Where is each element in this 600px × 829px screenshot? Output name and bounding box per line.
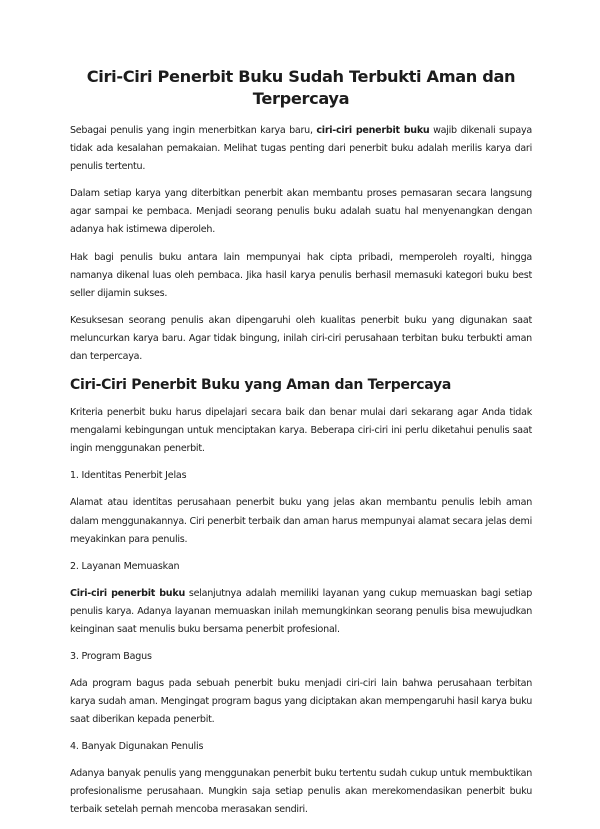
item-paragraph-2 (70, 585, 532, 639)
item-bold-keyword: Ciri-ciri penerbit buku (70, 587, 185, 599)
intro-bold-keyword: ciri-ciri penerbit buku (316, 125, 430, 136)
item-heading-2: 2. Layanan Memuaskan (70, 560, 180, 572)
document-title: Ciri-Ciri Penerbit Buku Sudah Terbukti Aman dan Terpercaya (86, 67, 516, 108)
section-heading: Ciri-Ciri Penerbit Buku yang Aman dan Terpercaya (70, 377, 451, 394)
item-paragraph-1: Alamat atau identitas perusahaan penerbit buku yang jelas akan membantu penulis lebih aman dalam menggunakannya. Ciri penerbit terbaik dan aman harus mempunyai alamat secara jelas demi meyakinkan para penulis. (70, 497, 532, 545)
intro-paragraph-1 (70, 122, 532, 176)
intro-text-start: Sebagai penulis yang ingin menerbitkan karya baru, (70, 125, 317, 136)
item-paragraph-3: Ada program bagus pada sebuah penerbit buku menjadi ciri-ciri lain bahwa perusahaan terbitan karya sudah aman. Mengingat program bagus yang diciptakan akan mempengaruhi hasil karya buku saat diberikan kepada penerbit. (70, 677, 532, 726)
item-heading-3: 3. Program Bagus (70, 650, 152, 662)
section-intro: Kriteria penerbit buku harus dipelajari secara baik dan benar mulai dari sekarang agar Anda tidak mengalami kebingungan untuk menciptakan karya. Beberapa ciri-ciri ini perlu diketahui penulis saat ingin menggunakan penerbit. (70, 407, 532, 455)
intro-paragraph-2: Dalam setiap karya yang diterbitkan penerbit akan membantu proses pemasaran secara langsung agar sampai ke pembaca. Menjadi seorang penulis buku adalah suatu hal menyenangkan dengan adanya hak istimewa diperoleh. (70, 188, 532, 236)
item-paragraph-4: Adanya banyak penulis yang menggunakan penerbit buku tertentu sudah cukup untuk membuktikan profesionalisme perusahaan. Mungkin saja setiap penulis akan merekomendasikan penerbit buku terbaik setelah pernah mencoba merasakan sendiri. (70, 768, 532, 816)
item-heading-1: 1. Identitas Penerbit Jelas (70, 470, 187, 482)
item-text: selanjutnya adalah memiliki layanan yang cukup memuaskan bagi setiap penulis karya. Adanya layanan memuaskan inilah memungkinkan seorang penulis bisa mewujudkan keinginan saat menulis buku bersama penerbit profesional. (70, 587, 533, 635)
intro-paragraph-4: Kesuksesan seorang penulis akan dipengaruhi oleh kualitas penerbit buku yang digunakan saat meluncurkan karya baru. Agar tidak bingung, inilah ciri-ciri perusahaan terbitan buku terbukti aman dan terpercaya. (70, 314, 532, 363)
document-page (70, 66, 532, 829)
item-heading-4: 4. Banyak Digunakan Penulis (70, 741, 204, 753)
intro-text-end: wajib dikenali supaya tidak ada kesalahan pemakaian. Melihat tugas penting dari penerbit buku adalah merilis karya dari penulis tertentu. (70, 125, 532, 173)
intro-paragraph-3: Hak bagi penulis buku antara lain mempunyai hak cipta pribadi, memperoleh royalti, hingga namanya dikenal luas oleh pembaca. Jika hasil karya penulis berhasil memasuki kategori buku best seller dijamin sukses. (70, 251, 532, 299)
